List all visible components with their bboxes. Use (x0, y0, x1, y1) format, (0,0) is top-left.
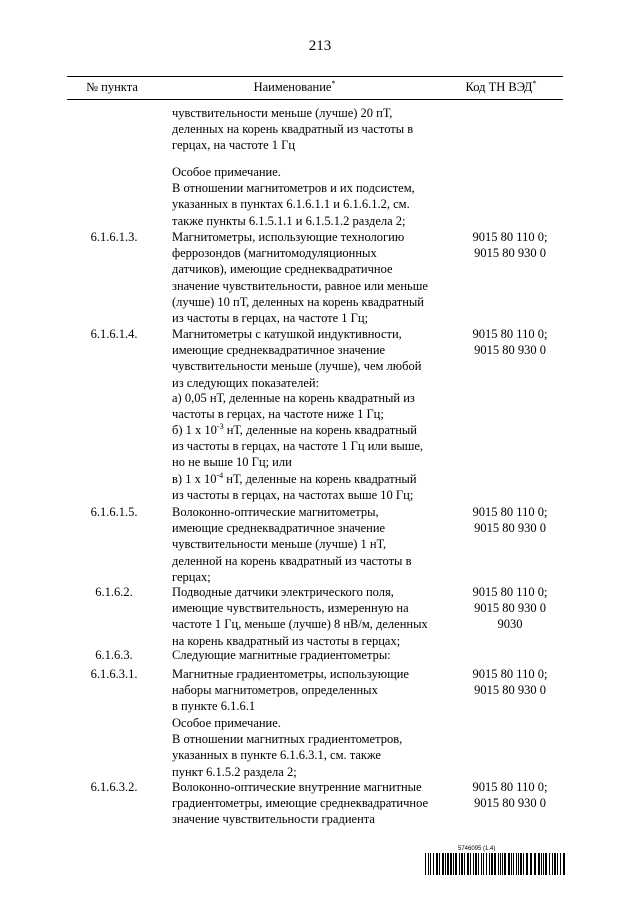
item-number: 6.1.6.2. (95, 585, 133, 599)
barcode-label: 5746095 (1.4) (458, 846, 496, 852)
sub-item-a: а) 0,05 нТ, деленные на корень квадратный из частоты в герцах, на частоте ниже 1 Гц; (172, 391, 415, 422)
item-code: 9015 80 110 0; 9015 80 930 0 (472, 327, 548, 358)
item-code: 9015 80 110 0; 9015 80 930 0 (472, 505, 548, 536)
item-name: Подводные датчики электрического поля, имеющие чувствительность, измеренную на частоте 1 Гц, меньше (лучше) 8 нВ/м, деленных на корень квадратный из частоты в герцах; (172, 585, 428, 648)
item-number: 6.1.6.1.4. (90, 327, 138, 341)
barcode-icon (425, 853, 565, 875)
table-row-text: чувствительности меньше (лучше) 20 пТ, деленных на корень квадратный из частоты в герцах, на частоте 1 Гц (172, 106, 414, 153)
item-number: 6.1.6.1.5. (90, 505, 138, 519)
item-code: 9015 80 110 0; 9015 80 930 0 (472, 780, 548, 811)
item-code: 9015 80 110 0; 9015 80 930 0 (472, 230, 548, 261)
item-code: 9015 80 110 0; 9015 80 930 0 9030 (472, 585, 548, 632)
item-name: Магнитометры с катушкой индуктивности, имеющие среднеквадратичное значение чувствительности меньше (лучше), чем любой из следующих показателей: (172, 327, 422, 390)
item-number: 6.1.6.3.2. (90, 780, 138, 794)
special-note: Особое примечание. В отношении магнитометров и их подсистем, указанных в пунктах 6.1.6.1.1 и 6.1.6.1.2, см. также пункты 6.1.5.1.1 и 6.1.5.1.2 раздела 2; (172, 165, 415, 228)
item-name: Магнитные градиентометры, использующие наборы магнитометров, определенных в пункте 6.1.6.1 (172, 667, 409, 714)
item-name: Волоконно-оптические магнитометры, имеющие среднеквадратичное значение чувствительности меньше (лучше) 1 нТ, деленной на корень квадратный из частоты в герцах; (172, 505, 412, 584)
item-name: Магнитометры, использующие технологию феррозондов (магнитомодуляционных датчиков), имеющие среднеквадратичное значение чувствительности, равное или меньше (лучше) 10 пТ, деленных на корень квадратный из частоты в герцах, на частоте 1 Гц; (172, 230, 428, 326)
table-header (67, 76, 563, 100)
item-number: 6.1.6.1.3. (90, 230, 138, 244)
item-number: 6.1.6.3. (95, 648, 133, 662)
header-code-column: Код ТН ВЭД* (465, 78, 537, 94)
item-number: 6.1.6.3.1. (90, 667, 138, 681)
item-name: Волоконно-оптические внутренние магнитные градиентометры, имеющие среднеквадратичное значение чувствительности градиента (172, 780, 429, 827)
special-note: Особое примечание. В отношении магнитных градиентометров, указанных в пункте 6.1.6.3.1, см. также пункт 6.1.5.2 раздела 2; (172, 716, 403, 779)
header-name-column: Наименование* (253, 78, 336, 94)
header-number-column: № пункта (86, 80, 138, 94)
page-number: 213 (308, 38, 332, 54)
sub-item-c: в) 1 x $10^{-4}$ нТ, деленные на корень квадратный из частоты в герцах, на частотах выше 10 Гц; (172, 470, 417, 503)
item-name: Следующие магнитные градиентометры: (172, 648, 391, 662)
sub-item-b: б) 1 x $10^{-3}$ нТ, деленные на корень квадратный из частоты в герцах, на частоте 1 Гц или выше, но не выше 10 Гц; или (172, 421, 424, 470)
item-code: 9015 80 110 0; 9015 80 930 0 (472, 667, 548, 698)
